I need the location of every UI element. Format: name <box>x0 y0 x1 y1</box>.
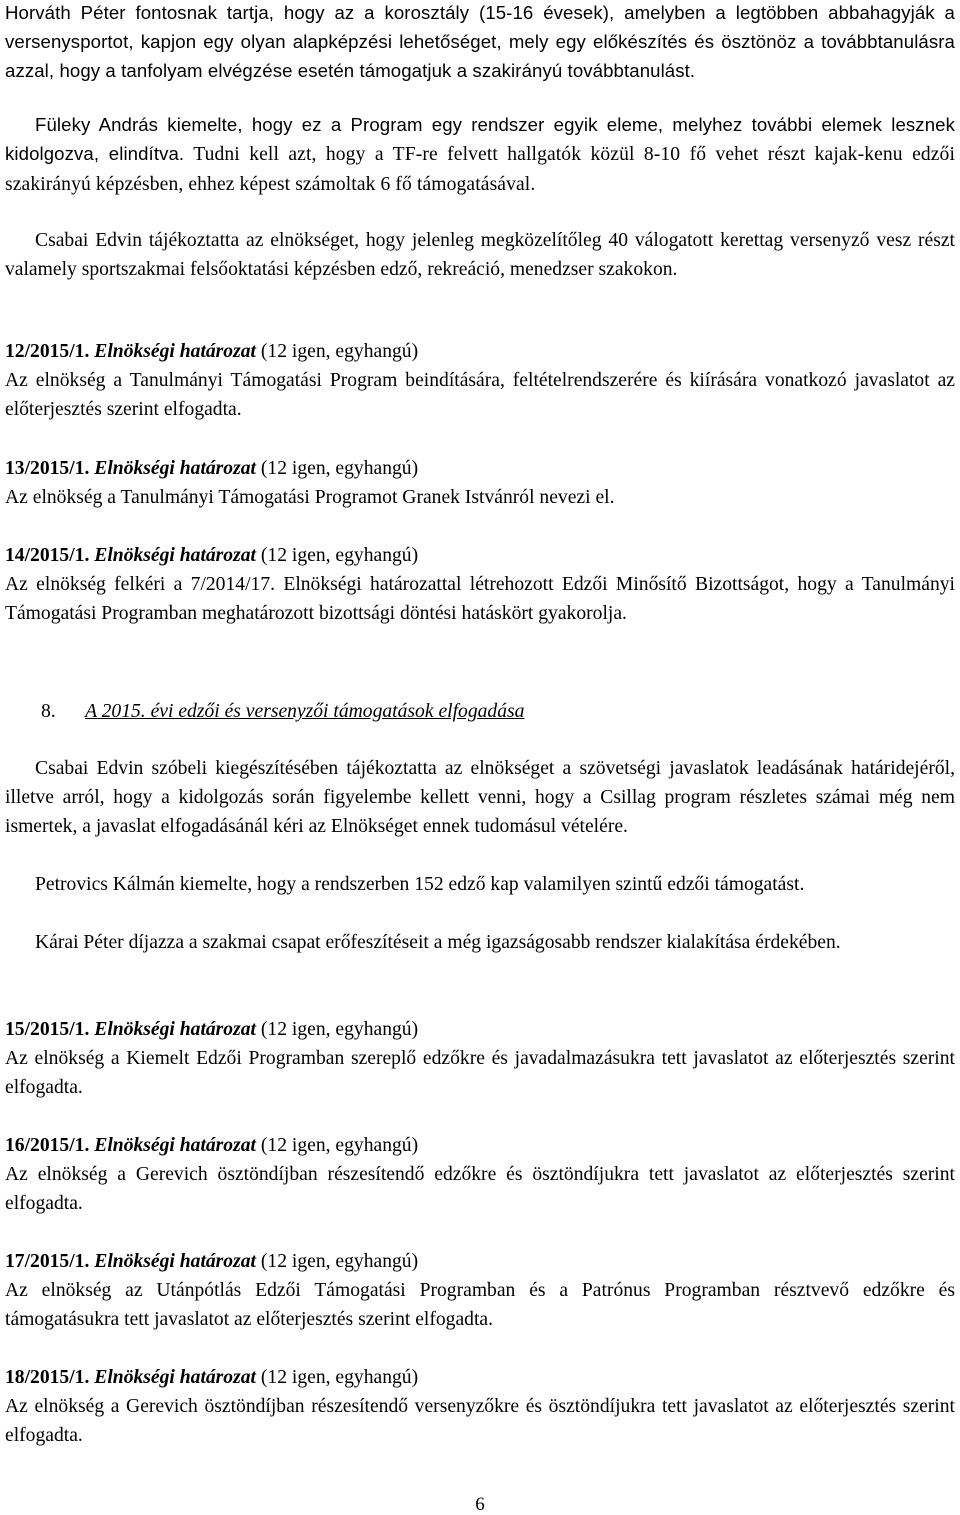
resolution-vote: (12 igen, egyhangú) <box>255 1019 419 1040</box>
discussion-paragraph-3: Kárai Péter díjazza a szakmai csapat erőfeszítéseit a még igazságosabb rendszer kialakítása érdekében. <box>35 932 841 953</box>
section-title: A 2015. évi edzői és versenyzői támogatások elfogadása <box>85 701 525 722</box>
resolution-number: 14/2015/1. <box>5 545 90 566</box>
resolution-text: Az elnökség az Utánpótlás Edzői Támogatási Programban és a Patrónus Programban résztvevő edzőkre és támogatásukra tett javaslatot az előterjesztés szerint elfogadta. <box>5 1280 955 1330</box>
resolution-vote: (12 igen, egyhangú) <box>255 458 419 479</box>
page-number: 6 <box>475 1494 485 1515</box>
resolution-heading <box>5 454 955 483</box>
resolution-text: Az elnökség a Kiemelt Edzői Programban szereplő edzőkre és javadalmazásukra tett javaslatot az előterjesztés szerint elfogadta. <box>5 1048 955 1098</box>
resolution-17 <box>5 1247 955 1334</box>
resolution-number: 17/2015/1. <box>5 1251 90 1272</box>
resolution-15 <box>5 1015 955 1102</box>
resolution-text: Az elnökség a Gerevich ösztöndíjban részesítendő versenyzőkre és ösztöndíjukra tett javaslatot az előterjesztés szerint elfogadta. <box>5 1396 955 1446</box>
intro-paragraph-3: Csabai Edvin tájékoztatta az elnökséget, hogy jelenleg megközelítőleg 40 válogatott kerettag versenyző vesz részt valamely sportszakmai felsőoktatási képzésben edző, rekreáció, menedzser szakokon. <box>5 230 955 280</box>
resolution-number: 12/2015/1. <box>5 341 90 362</box>
resolution-number: 16/2015/1. <box>5 1135 90 1156</box>
resolution-vote: (12 igen, egyhangú) <box>255 545 419 566</box>
resolution-heading <box>5 1015 955 1044</box>
resolution-text: Az elnökség a Gerevich ösztöndíjban részesítendő edzőkre és ösztöndíjukra tett javaslatot az előterjesztés szerint elfogadta. <box>5 1164 955 1214</box>
resolution-number: 18/2015/1. <box>5 1367 90 1388</box>
resolution-type: Elnökségi határozat <box>94 1251 256 1272</box>
resolution-type: Elnökségi határozat <box>94 1019 256 1040</box>
section-heading <box>41 697 524 726</box>
resolution-text: Az elnökség a Tanulmányi Támogatási Programot Granek Istvánról nevezi el. <box>5 487 615 508</box>
resolution-type: Elnökségi határozat <box>94 1135 256 1156</box>
discussion-paragraph-2: Petrovics Kálmán kiemelte, hogy a rendszerben 152 edző kap valamilyen szintű edzői támogatást. <box>35 874 805 895</box>
intro-paragraph-2-serif: Tudni kell azt, hogy a TF-re felvett hallgatók közül 8-10 fő vehet részt kajak-kenu edzői szakirányú képzésben, ehhez képest számoltak 6 fő támogatásával. <box>5 144 955 195</box>
intro-paragraph-2 <box>5 110 955 199</box>
resolution-vote: (12 igen, egyhangú) <box>255 1251 419 1272</box>
resolution-number: 13/2015/1. <box>5 458 90 479</box>
resolution-heading <box>5 1247 955 1276</box>
resolution-14 <box>5 541 955 628</box>
resolution-heading <box>5 1363 955 1392</box>
resolution-heading <box>5 337 955 366</box>
intro-paragraph-1: Horváth Péter fontosnak tartja, hogy az a korosztály (15-16 évesek), amelyben a legtöbben abbahagyják a versenysportot, kapjon egy olyan alapképzési lehetőséget, mely egy előkészítés és ösztönöz a továbbtanulásra azzal, hogy a tanfolyam elvégzése esetén támogatjuk a szakirányú továbbtanulást. <box>5 2 955 81</box>
resolution-type: Elnökségi határozat <box>94 341 256 362</box>
resolution-type: Elnökségi határozat <box>94 545 256 566</box>
section-number: 8. <box>41 701 56 722</box>
resolution-vote: (12 igen, egyhangú) <box>255 341 419 362</box>
resolution-18 <box>5 1363 955 1450</box>
resolution-heading <box>5 541 955 570</box>
intro-paragraph-2-sans: Füleky András kiemelte, hogy ez a Program egy rendszer egyik eleme, melyhez további elemek lesznek kidolgozva, elindítva. <box>5 114 955 164</box>
discussion-paragraph-1: Csabai Edvin szóbeli kiegészítésében tájékoztatta az elnökséget a szövetségi javaslatok leadásának határidejéről, illetve arról, hogy a kidolgozás során figyelembe kellett venni, hogy a Csillag program részletes számai még nem ismertek, a javaslat elfogadásánál kéri az Elnökséget ennek tudomásul vételére. <box>5 758 955 837</box>
resolution-12 <box>5 337 955 424</box>
resolution-type: Elnökségi határozat <box>94 458 256 479</box>
resolution-text: Az elnökség felkéri a 7/2014/17. Elnökségi határozattal létrehozott Edzői Minősítő Bizottságot, hogy a Tanulmányi Támogatási Programban meghatározott bizottsági döntési hatáskört gyakorolja. <box>5 574 955 624</box>
resolution-text: Az elnökség a Tanulmányi Támogatási Program beindítására, feltételrendszerére és kiírására vonatkozó javaslatot az előterjesztés szerint elfogadta. <box>5 370 955 420</box>
resolution-heading <box>5 1131 955 1160</box>
resolution-number: 15/2015/1. <box>5 1019 90 1040</box>
resolution-type: Elnökségi határozat <box>94 1367 256 1388</box>
resolution-16 <box>5 1131 955 1218</box>
resolution-vote: (12 igen, egyhangú) <box>255 1367 419 1388</box>
resolution-13 <box>5 454 955 512</box>
resolution-vote: (12 igen, egyhangú) <box>255 1135 419 1156</box>
